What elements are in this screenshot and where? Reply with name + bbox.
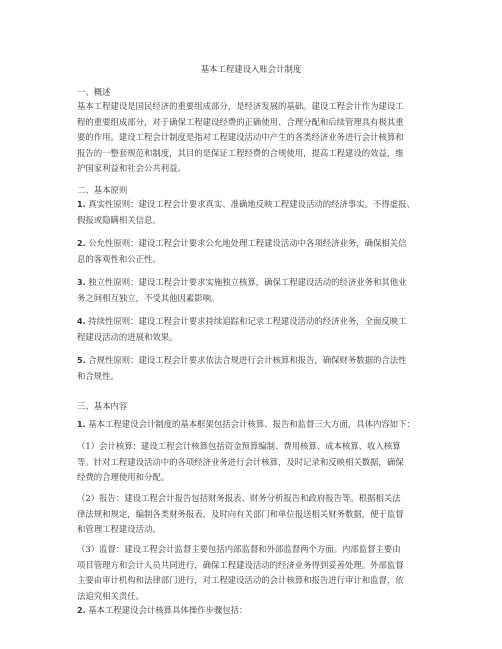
page-title: 基本工程建设入账会计制度 xyxy=(200,64,302,74)
content-text: 基本工程建设会计制度的基本框架包括会计核算、报告和监督三大方面，具体内容如下： xyxy=(88,419,415,429)
overview-line: 要的作用。建设工程会计制度是指对工程建设活动中产生的各类经济业务进行会计核算和 xyxy=(77,132,404,142)
principle-text: 公允性原则：建设工程会计要求公允地处理工程建设活动中各项经济业务，确保相关信 xyxy=(88,238,407,248)
principle-item xyxy=(77,353,437,384)
principle-text: 息的客观性和公正性。 xyxy=(77,253,161,264)
content-subitem-accounting xyxy=(77,439,437,486)
overview-line: 报告的一整套规范和制度，其目的是保证工程经费的合规使用，提高工程建设的效益，维 xyxy=(77,147,404,158)
content-subitem-supervision xyxy=(77,542,437,604)
content-text: 律法规和规定，编制各类财务报表，及时向有关部门和单位报送相关财务数据，便于监督 xyxy=(77,508,404,519)
content-item xyxy=(77,603,437,619)
content-subitem-report xyxy=(77,491,437,538)
content-text: 等。针对工程建设活动中的各项经济业务进行会计核算，及时记录和反映相关数据，确保 xyxy=(77,456,404,467)
principle-item xyxy=(77,275,437,306)
section-heading-overview: 一、概述 xyxy=(77,87,111,97)
item-number: 2. xyxy=(77,239,86,248)
principle-text: 务之间相互独立，不受其他因素影响。 xyxy=(77,292,220,303)
principle-text: 真实性原则：建设工程会计要求真实、准确地反映工程建设活动的经济事实。不得虚报、 xyxy=(88,199,415,209)
content-text: （2）报告：建设工程会计报告包括财务报表、财务分析报告和政府报告等。根据相关法 xyxy=(77,493,401,503)
section-heading-content: 三、基本内容 xyxy=(77,401,128,411)
principle-text: 合规性原则：建设工程会计要求依法合规进行会计核算和报告，确保财务数据的合法性 xyxy=(88,355,407,365)
principle-item xyxy=(77,236,437,267)
content-text: （3）监督：建设工程会计监督主要包括内部监督和外部监督两个方面。内部监督主要由 xyxy=(77,544,401,554)
principle-text: 假报或隐瞒相关信息。 xyxy=(77,214,161,225)
item-number: 5. xyxy=(77,356,86,365)
overview-line: 护国家利益和社会公共利益。 xyxy=(77,163,186,173)
content-text: 经费的合理使用和分配。 xyxy=(77,472,170,482)
item-number: 2. xyxy=(77,606,86,615)
section-heading-principles: 二、基本原则 xyxy=(77,185,128,195)
overview-line: 程的重要组成部分，对于确保工程建设经费的正确使用、合理分配和后续管理具有极其重 xyxy=(77,116,404,127)
principle-text: 程建设活动的进展和效果。 xyxy=(77,331,178,342)
item-number: 3. xyxy=(77,278,86,287)
content-text: 基本工程建设会计核算具体操作步骤包括： xyxy=(88,605,248,615)
item-number: 1. xyxy=(77,200,86,209)
item-number: 1. xyxy=(77,420,86,429)
content-text: 项目管理方和会计人员共同进行，确保工程建设活动的经济业务得到妥善处理。外部监督 xyxy=(77,559,404,570)
content-text: 和管理工程建设活动。 xyxy=(77,524,161,534)
content-text: （1）会计核算：建设工程会计核算包括资金预算编制、费用核算、成本核算、收入核算 xyxy=(77,441,401,451)
principle-text: 独立性原则：建设工程会计要求实施独立核算，确保工程建设活动的经济业务和其他业 xyxy=(88,277,407,287)
principle-text: 持续性原则：建设工程会计要求持续追踪和记录工程建设活动的经济业务，全面反映工 xyxy=(88,316,407,326)
principle-item xyxy=(77,197,437,228)
content-text: 法追究相关责任。 xyxy=(77,590,144,601)
overview-line: 基本工程建设是国民经济的重要组成部分，是经济发展的基础。建设工程会计作为建设工 xyxy=(77,101,404,111)
content-text: 主要由审计机构和法律部门进行，对工程建设活动的会计核算和报告进行审计和监督，依 xyxy=(77,575,404,585)
content-item xyxy=(77,417,437,433)
overview-paragraph xyxy=(77,99,437,177)
principle-text: 和合规性。 xyxy=(77,370,119,381)
item-number: 4. xyxy=(77,317,86,326)
principle-item xyxy=(77,314,437,345)
